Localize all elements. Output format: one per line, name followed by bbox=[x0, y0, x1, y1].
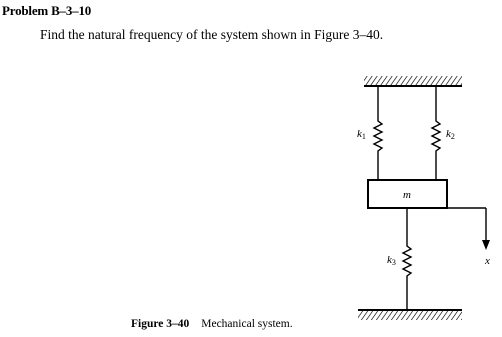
figure-caption-text: Mechanical system. bbox=[201, 318, 293, 330]
problem-heading: Problem B–3–10 bbox=[2, 3, 92, 18]
spring-k2 bbox=[432, 86, 440, 180]
top-ground-support bbox=[364, 76, 462, 86]
figure-number: Figure 3–40 bbox=[131, 318, 190, 330]
label-k2: k2 bbox=[446, 128, 455, 141]
spring-k3 bbox=[403, 208, 411, 310]
label-mass: m bbox=[403, 189, 411, 201]
spring-k1 bbox=[374, 86, 382, 180]
bottom-ground-support bbox=[358, 310, 462, 320]
label-k1: k1 bbox=[357, 128, 366, 141]
problem-statement: Find the natural frequency of the system shown in Figure 3–40. bbox=[40, 27, 384, 42]
figure-caption bbox=[131, 318, 293, 330]
arrow-down-icon bbox=[482, 240, 490, 250]
label-displacement-x: x bbox=[485, 255, 490, 267]
displacement-indicator bbox=[447, 208, 486, 240]
label-k3: k3 bbox=[387, 254, 396, 267]
